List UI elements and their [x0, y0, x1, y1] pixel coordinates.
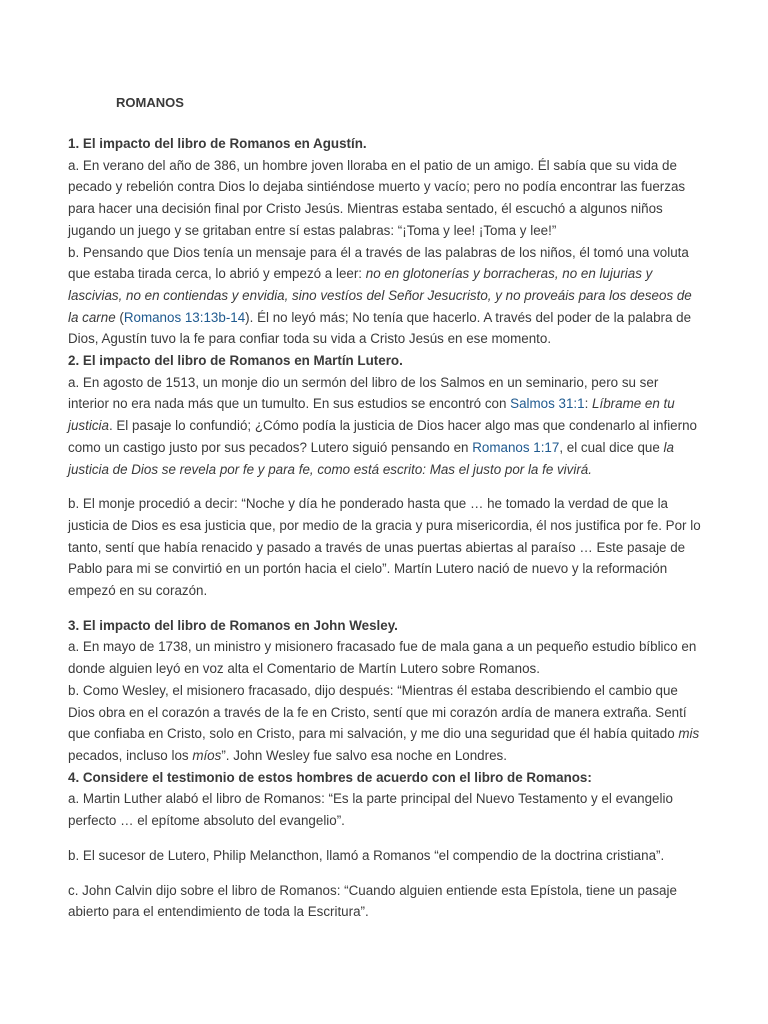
section-heading: 2. El impacto del libro de Romanos en Martín Lutero.: [68, 353, 403, 369]
paragraph-3b: [68, 680, 702, 767]
paragraph-3a: a. En mayo de 1738, un ministro y misionero fracasado fue de mala gana a un pequeño estudio bíblico en donde alguien leyó en voz alta el Comentario de Martín Lutero sobre Romanos.: [68, 639, 697, 677]
scripture-reference-link[interactable]: Romanos 13:13b-14: [123, 309, 246, 325]
section-heading: 1. El impacto del libro de Romanos en Agustín.: [68, 136, 367, 151]
section-testimonio: [68, 767, 702, 923]
text-run: (: [115, 309, 124, 325]
bible-quote: no en glotonerías y borracheras, no en lujurias y lascivias, no en contiendas y envidia, sino vestíos del Señor Jesucristo, y no proveáis para los deseos de la carne: [68, 266, 692, 325]
paragraph-4c: c. John Calvin dijo sobre el libro de Romanos: “Cuando alguien entiende esta Epístola, tiene un pasaje abierto para el entendimiento de toda la Escritura”.: [68, 882, 677, 920]
paragraph-2a: [68, 372, 702, 481]
bible-quote: Líbrame en tu justicia: [68, 396, 675, 434]
text-run: :: [584, 396, 593, 412]
scripture-reference-link[interactable]: Romanos 1:17: [472, 439, 560, 455]
section-heading: 3. El impacto del libro de Romanos en John Wesley.: [68, 617, 398, 633]
text-run: . El pasaje lo confundió; ¿Cómo podía la justicia de Dios hacer algo mas que condenarlo al infierno como un castigo justo por sus pecados? Lutero siguió pensando en: [68, 418, 697, 455]
paragraph-2b: b. El monje procedió a decir: “Noche y día he ponderado hasta que … he tomado la verdad de que la justicia de Dios es esa justicia que, por medio de la gracia y pura misericordia, él nos justifica por fe. Por lo tanto, sentí que había renacido y pasado a través de unas puertas abiertas al paraíso … Este pasaje de Pablo para mi se convirtió en un portón hacia el cielo”. Martín Lutero nació de nuevo y la reformación empezó en su corazón.: [68, 496, 701, 599]
paragraph-4b: b. El sucesor de Lutero, Philip Melancthon, llamó a Romanos “el compendio de la doctrina cristiana”.: [68, 847, 665, 863]
section-lutero: [68, 350, 702, 602]
section-agustin: [68, 133, 702, 350]
paragraph-1b: [68, 242, 702, 351]
section-heading: 4. Considere el testimonio de estos hombres de acuerdo con el libro de Romanos:: [68, 769, 592, 785]
text-run: a. En agosto de 1513, un monje dio un sermón del libro de los Salmos en un seminario, pero su ser interior no era nada más que un tumulto. En sus estudios se encontró con: [68, 374, 659, 412]
text-run: b. Pensando que Dios tenía un mensaje para él a través de las palabras de los niños, él tomó una voluta que estaba tirada cerca, lo abrió y empezó a leer:: [68, 244, 689, 282]
text-run: b. Como Wesley, el misionero fracasado, dijo después: “Mientras él estaba describiendo el cambio que Dios obra en el corazón a través de la fe en Cristo, sentí que mi corazón ardía de manera extraña. Sentí que confiaba en Cristo, solo en Cristo, para mi salvación, y me dio una seguridad que él había quitado: [68, 682, 687, 742]
text-run: , el cual dice que: [559, 439, 664, 455]
scripture-reference-link[interactable]: Salmos 31:1: [510, 396, 585, 412]
text-run: ). Él no leyó más; No tenía que hacerlo. A través del poder de la palabra de Dios, Agustín tuvo la fe para confiar toda su vida a Cristo Jesús en ese momento.: [68, 309, 692, 347]
text-run: ”. John Wesley fue salvo esa noche en Londres.: [221, 747, 507, 763]
paragraph-1a: a. En verano del año de 386, un hombre joven lloraba en el patio de un amigo. Él sabía que su vida de pecado y rebelión contra Dios lo dejaba sintiéndose muerto y vacío; pero no podía encontrar las fuerzas para hacer una decisión final por Cristo Jesús. Mientras estaba sentado, él escuchó a algunos niños jugando un juego y se gritaban entre sí estas palabras: “¡Toma y lee! ¡Toma y lee!”: [68, 157, 686, 238]
emphasis: mis: [678, 726, 700, 742]
document-title: ROMANOS: [116, 95, 184, 110]
text-run: pecados, incluso los: [68, 747, 193, 763]
section-wesley: [68, 615, 702, 767]
paragraph-4a: a. Martin Luther alabó el libro de Romanos: “Es la parte principal del Nuevo Testamento y el evangelio perfecto … el epítome absoluto del evangelio”.: [68, 791, 673, 829]
bible-quote: la justicia de Dios se revela por fe y para fe, como está escrito: Mas el justo por la fe vivirá.: [68, 439, 674, 477]
emphasis: míos: [192, 747, 222, 763]
